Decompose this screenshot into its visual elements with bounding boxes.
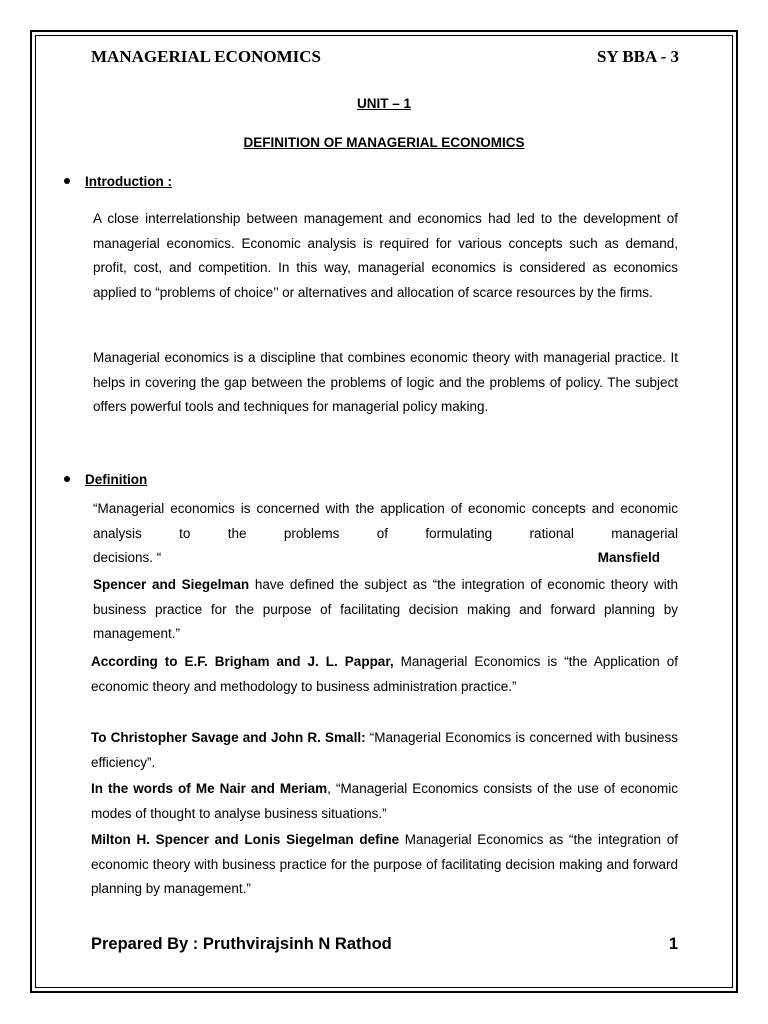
savage-text: “Managerial Economics is concerned with business efficiency”. bbox=[91, 730, 678, 770]
page-header bbox=[91, 47, 679, 67]
mansfield-attribution bbox=[93, 546, 678, 571]
mansfield-author: Mansfield bbox=[597, 550, 660, 565]
milton-definition bbox=[91, 828, 678, 902]
introduction-paragraph-1: A close interrelationship between management and economics had led to the development of managerial economics. Economic analysis is required for various concepts such as demand, profit, cost, and competition. In this way, managerial economics is considered as economics applied to “problems of choice’’ or alternatives and allocation of scarce resources by the firms. bbox=[93, 211, 678, 300]
savage-author: To Christopher Savage and John R. Small: bbox=[91, 730, 366, 745]
spencer-definition bbox=[93, 573, 678, 647]
brigham-text: Managerial Economics is “the Application of economic theory and methodology to business administration practice.” bbox=[91, 654, 679, 694]
header-course-title: MANAGERIAL ECONOMICS bbox=[91, 47, 321, 66]
nair-definition bbox=[91, 777, 678, 826]
brigham-definition bbox=[91, 650, 678, 699]
header-class-label: SY BBA - 3 bbox=[596, 47, 679, 66]
nair-author: In the words of Me Nair and Meriam bbox=[91, 781, 328, 796]
mansfield-definition: “Managerial economics is concerned with the application of economic concepts and economic analysis to the problems of formulating rational managerial bbox=[93, 501, 678, 541]
mansfield-quote-end: decisions. “ bbox=[93, 550, 162, 565]
savage-definition bbox=[91, 726, 678, 775]
milton-text: Managerial Economics as “the integration of economic theory with business practice for the purpose of facilitating decision making and forward planning by management.” bbox=[91, 832, 678, 896]
brigham-author: According to E.F. Brigham and J. L. Pappar, bbox=[91, 654, 394, 669]
introduction-heading-label: Introduction : bbox=[85, 174, 172, 189]
section-title: DEFINITION OF MANAGERIAL ECONOMICS bbox=[243, 135, 525, 150]
definition-heading-label: Definition bbox=[85, 472, 148, 487]
milton-author: Milton H. Spencer and Lonis Siegelman define bbox=[91, 832, 400, 847]
unit-title: UNIT – 1 bbox=[356, 96, 411, 111]
footer-prepared-by: Prepared By : Pruthvirajsinh N Rathod bbox=[91, 935, 392, 953]
spencer-author: Spencer and Siegelman bbox=[93, 577, 250, 592]
page-footer bbox=[91, 935, 678, 954]
introduction-heading bbox=[64, 174, 172, 189]
definition-heading bbox=[64, 472, 147, 487]
nair-text: , “Managerial Economics consists of the use of economic modes of thought to analyse business situations.” bbox=[91, 781, 678, 821]
spencer-text: have defined the subject as “the integration of economic theory with business practice for the purpose of facilitating decision making and forward planning by management.” bbox=[93, 577, 678, 641]
bullet-icon bbox=[64, 476, 70, 482]
bullet-icon bbox=[64, 178, 70, 184]
footer-page-number: 1 bbox=[668, 935, 678, 953]
introduction-paragraph-2: Managerial economics is a discipline that combines economic theory with managerial practice. It helps in covering the gap between the problems of logic and the problems of policy. The subject offers powerful tools and techniques for managerial policy making. bbox=[93, 350, 678, 414]
